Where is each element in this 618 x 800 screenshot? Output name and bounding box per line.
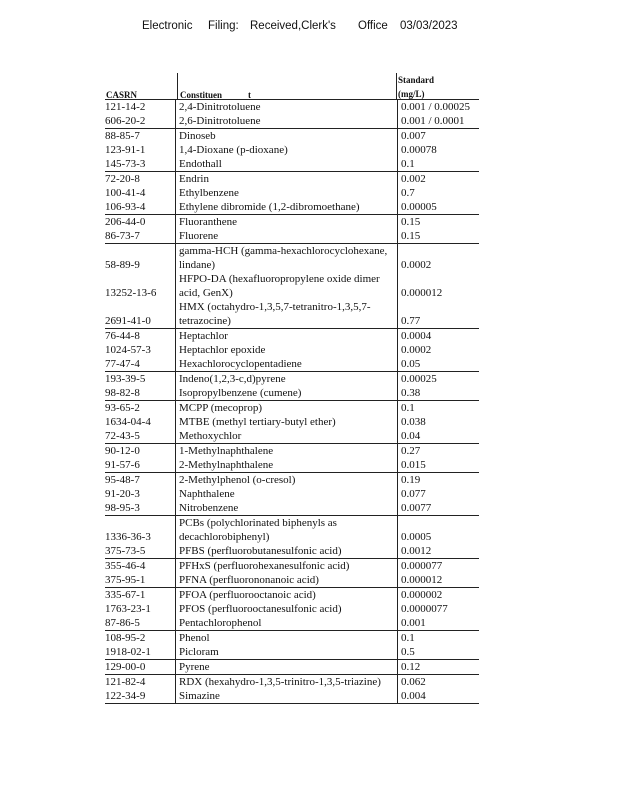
casrn-cell: 206-44-0 (105, 216, 146, 228)
casrn-cell: 335-67-1 (105, 589, 146, 601)
table-row (105, 675, 479, 690)
constituent-name: PFOS (perfluorooctanesulfonic acid) (179, 603, 342, 615)
standard-cell: 0.12 (398, 660, 480, 675)
standard-cell: 0.0004 (398, 329, 480, 344)
constituent-cell (176, 272, 398, 300)
constituent-name: Indeno(1,2,3-c,d)pyrene (179, 373, 286, 385)
table-row (105, 544, 479, 559)
header-filing: Filing: (208, 20, 239, 32)
casrn-header: CASRN (106, 90, 138, 100)
header-date: 03/03/2023 (400, 20, 458, 32)
table-row (105, 645, 479, 660)
standard-cell: 0.000012 (398, 272, 480, 300)
constituent-cell (176, 675, 398, 690)
standard-cell: 0.05 (398, 357, 480, 372)
constituent-cell (176, 616, 398, 631)
casrn-cell: 129-00-0 (105, 660, 176, 675)
constituent-cell (176, 458, 398, 473)
standard-cell: 0.7 (398, 186, 480, 200)
constituent-cell (176, 516, 398, 545)
constituent-cell (176, 444, 398, 459)
units-label: (mg/L) (398, 89, 425, 99)
standard-cell: 0.001 / 0.00025 (398, 100, 480, 115)
standard-cell: 0.1 (398, 631, 480, 646)
standard-cell: 0.1 (398, 157, 480, 172)
standard-cell: 0.015 (398, 458, 480, 473)
standard-cell: 0.15 (398, 215, 480, 230)
casrn-cell: 123-91-1 (105, 144, 146, 156)
constituent-name: 1,4-Dioxane (p-dioxane) (179, 144, 288, 156)
standard-header (398, 75, 434, 99)
casrn-cell: 121-82-4 (105, 676, 146, 688)
standard-cell: 0.19 (398, 473, 480, 488)
standards-table-body (105, 100, 479, 704)
casrn-cell: 95-48-7 (105, 474, 140, 486)
table-row (105, 444, 479, 459)
table-row (105, 272, 479, 300)
casrn-cell: 93-65-2 (105, 402, 140, 414)
constituent-name: MTBE (methyl tertiary-butyl ether) (179, 416, 336, 428)
table-row (105, 215, 479, 230)
table-row (105, 229, 479, 244)
constituent-cell (176, 415, 398, 429)
table-row (105, 172, 479, 187)
standard-cell: 0.27 (398, 444, 480, 459)
constituent-cell (176, 602, 398, 616)
casrn-cell: 98-95-3 (105, 501, 176, 516)
constituent-name: Pentachlorophenol (179, 617, 262, 629)
constituent-name: Naphthalene (179, 488, 235, 500)
table-row (105, 602, 479, 616)
constituent-cell (176, 186, 398, 200)
casrn-cell: 122-34-9 (105, 689, 176, 704)
table-row (105, 329, 479, 344)
constituent-name: Heptachlor epoxide (179, 344, 266, 356)
table-row (105, 559, 479, 574)
header-electronic: Electronic (142, 20, 193, 32)
constituent-cell (176, 300, 398, 329)
casrn-cell: 375-95-1 (105, 573, 176, 588)
casrn-cell: 87-86-5 (105, 616, 176, 631)
table-row (105, 143, 479, 157)
table-row (105, 200, 479, 215)
constituent-cell (176, 244, 398, 273)
constituent-cell (176, 200, 398, 215)
header-divider-1 (177, 73, 178, 100)
table-row (105, 616, 479, 631)
constituent-name: Dinoseb (179, 130, 216, 142)
header-received: Received,Clerk's (250, 20, 336, 32)
standard-label: Standard (398, 75, 435, 85)
constituent-cell (176, 689, 398, 704)
constituent-name: Pyrene (179, 661, 210, 673)
constituent-label-t: t (248, 90, 252, 100)
casrn-cell: 106-93-4 (105, 200, 176, 215)
table-row (105, 186, 479, 200)
constituent-cell (176, 401, 398, 416)
casrn-cell: 606-20-2 (105, 114, 176, 129)
constituent-cell (176, 487, 398, 501)
constituent-name: Picloram (179, 646, 219, 658)
constituent-cell (176, 573, 398, 588)
standard-cell: 0.007 (398, 129, 480, 144)
casrn-cell: 72-20-8 (105, 173, 140, 185)
standard-cell: 0.001 (398, 616, 480, 631)
standard-cell: 0.00078 (398, 143, 480, 157)
casrn-cell: 88-85-7 (105, 130, 140, 142)
standard-cell: 0.0005 (398, 516, 480, 545)
constituent-cell (176, 329, 398, 344)
casrn-cell: 72-43-5 (105, 429, 176, 444)
constituent-cell (176, 157, 398, 172)
casrn-cell: 100-41-4 (105, 187, 146, 199)
casrn-cell: 58-89-9 (105, 259, 140, 271)
standard-cell: 0.000002 (398, 588, 480, 603)
constituent-name: 2,6-Dinitrotoluene (179, 115, 261, 127)
casrn-cell: 86-73-7 (105, 229, 176, 244)
standard-cell: 0.5 (398, 645, 480, 660)
constituent-cell (176, 473, 398, 488)
standards-table (105, 99, 479, 704)
constituent-cell (176, 343, 398, 357)
standard-cell: 0.0012 (398, 544, 480, 559)
constituent-cell (176, 501, 398, 516)
constituent-cell (176, 660, 398, 675)
constituent-name: PCBs (polychlorinated biphenyls as decachlorobiphenyl) (179, 517, 337, 543)
standard-cell: 0.000077 (398, 559, 480, 574)
casrn-cell: 121-14-2 (105, 100, 176, 115)
constituent-name: 2-Methylnaphthalene (179, 459, 274, 471)
constituent-cell (176, 172, 398, 187)
constituent-cell (176, 114, 398, 129)
constituent-name: PFOA (perfluorooctanoic acid) (179, 589, 316, 601)
constituent-cell (176, 559, 398, 574)
constituent-cell (176, 372, 398, 387)
constituent-name: PFBS (perfluorobutanesulfonic acid) (179, 545, 342, 557)
table-row (105, 501, 479, 516)
constituent-name: Phenol (179, 632, 210, 644)
table-row (105, 129, 479, 144)
constituent-label: Constituen (180, 90, 223, 100)
casrn-cell: 77-47-4 (105, 357, 176, 372)
constituent-name: Hexachlorocyclopentadiene (179, 358, 302, 370)
standard-cell: 0.38 (398, 386, 480, 401)
table-row (105, 473, 479, 488)
standard-cell: 0.1 (398, 401, 480, 416)
casrn-cell: 1918-02-1 (105, 645, 176, 660)
constituent-cell (176, 429, 398, 444)
constituent-cell (176, 357, 398, 372)
constituent-cell (176, 143, 398, 157)
standard-cell: 0.15 (398, 229, 480, 244)
standard-cell: 0.0077 (398, 501, 480, 516)
table-row (105, 401, 479, 416)
casrn-cell: 2691-41-0 (105, 300, 176, 329)
constituent-name: 1-Methylnaphthalene (179, 445, 274, 457)
standard-cell: 0.002 (398, 172, 480, 187)
constituent-cell (176, 645, 398, 660)
casrn-cell: 13252-13-6 (105, 287, 157, 299)
table-row (105, 588, 479, 603)
casrn-cell: 1024-57-3 (105, 344, 151, 356)
standard-cell: 0.0002 (398, 244, 480, 273)
casrn-cell: 145-73-3 (105, 157, 176, 172)
standard-cell: 0.077 (398, 487, 480, 501)
constituent-name: Fluoranthene (179, 216, 238, 228)
constituent-name: Nitrobenzene (179, 502, 239, 514)
standard-cell: 0.00025 (398, 372, 480, 387)
constituent-cell (176, 631, 398, 646)
casrn-cell: 91-57-6 (105, 458, 176, 473)
table-row (105, 372, 479, 387)
table-row (105, 458, 479, 473)
constituent-name: MCPP (mecoprop) (179, 402, 263, 414)
table-row (105, 631, 479, 646)
table-row (105, 516, 479, 545)
constituent-name: PFNA (perfluorononanoic acid) (179, 574, 319, 586)
standard-cell: 0.000012 (398, 573, 480, 588)
casrn-cell: 1634-04-4 (105, 416, 151, 428)
constituent-name: Methoxychlor (179, 430, 242, 442)
casrn-cell: 108-95-2 (105, 632, 146, 644)
table-row (105, 660, 479, 675)
table-row (105, 357, 479, 372)
header-office: Office (358, 20, 388, 32)
constituent-name: PFHxS (perfluorohexanesulfonic acid) (179, 560, 350, 572)
table-row (105, 487, 479, 501)
constituent-cell (176, 129, 398, 144)
table-row (105, 573, 479, 588)
casrn-cell: 375-73-5 (105, 544, 176, 559)
constituent-name: Simazine (179, 690, 220, 702)
constituent-name: Heptachlor (179, 330, 228, 342)
header-divider-2 (396, 73, 397, 100)
standard-cell: 0.0002 (398, 343, 480, 357)
table-row (105, 157, 479, 172)
casrn-cell: 76-44-8 (105, 330, 140, 342)
table-row (105, 300, 479, 329)
constituent-name: HMX (octahydro-1,3,5,7-tetranitro-1,3,5,7-tetrazocine) (179, 301, 371, 327)
constituent-name: HFPO-DA (hexafluoropropylene oxide dimer acid, GenX) (179, 273, 380, 299)
standard-cell: 0.04 (398, 429, 480, 444)
constituent-name: gamma-HCH (gamma-hexachlorocyclohexane, lindane) (179, 245, 388, 271)
standard-cell: 0.77 (398, 300, 480, 329)
standard-cell: 0.004 (398, 689, 480, 704)
table-row (105, 429, 479, 444)
table-row (105, 415, 479, 429)
constituent-cell (176, 215, 398, 230)
constituent-cell (176, 100, 398, 115)
table-row (105, 114, 479, 129)
constituent-name: Ethylene dibromide (1,2-dibromoethane) (179, 201, 360, 213)
standard-cell: 0.038 (398, 415, 480, 429)
constituent-name: 2-Methylphenol (o-cresol) (179, 474, 296, 486)
standard-cell: 0.0000077 (398, 602, 480, 616)
casrn-cell: 1336-36-3 (105, 531, 151, 543)
standard-cell: 0.00005 (398, 200, 480, 215)
constituent-name: 2,4-Dinitrotoluene (179, 101, 261, 113)
casrn-cell: 1763-23-1 (105, 603, 151, 615)
casrn-cell: 91-20-3 (105, 488, 140, 500)
casrn-cell: 355-46-4 (105, 560, 146, 572)
constituent-cell (176, 588, 398, 603)
table-row (105, 244, 479, 273)
constituent-name: Endrin (179, 173, 209, 185)
table-row (105, 343, 479, 357)
constituent-name: Isopropylbenzene (cumene) (179, 387, 302, 399)
casrn-cell: 90-12-0 (105, 445, 140, 457)
table-row (105, 100, 479, 115)
constituent-cell (176, 544, 398, 559)
casrn-cell: 98-82-8 (105, 386, 176, 401)
constituent-cell (176, 386, 398, 401)
constituent-name: Ethylbenzene (179, 187, 239, 199)
constituent-name: Endothall (179, 158, 222, 170)
standard-cell: 0.001 / 0.0001 (398, 114, 480, 129)
standard-cell: 0.062 (398, 675, 480, 690)
casrn-cell: 193-39-5 (105, 373, 146, 385)
constituent-name: Fluorene (179, 230, 219, 242)
constituent-name: RDX (hexahydro-1,3,5-trinitro-1,3,5-triazine) (179, 676, 381, 688)
table-row (105, 689, 479, 704)
table-row (105, 386, 479, 401)
constituent-cell (176, 229, 398, 244)
